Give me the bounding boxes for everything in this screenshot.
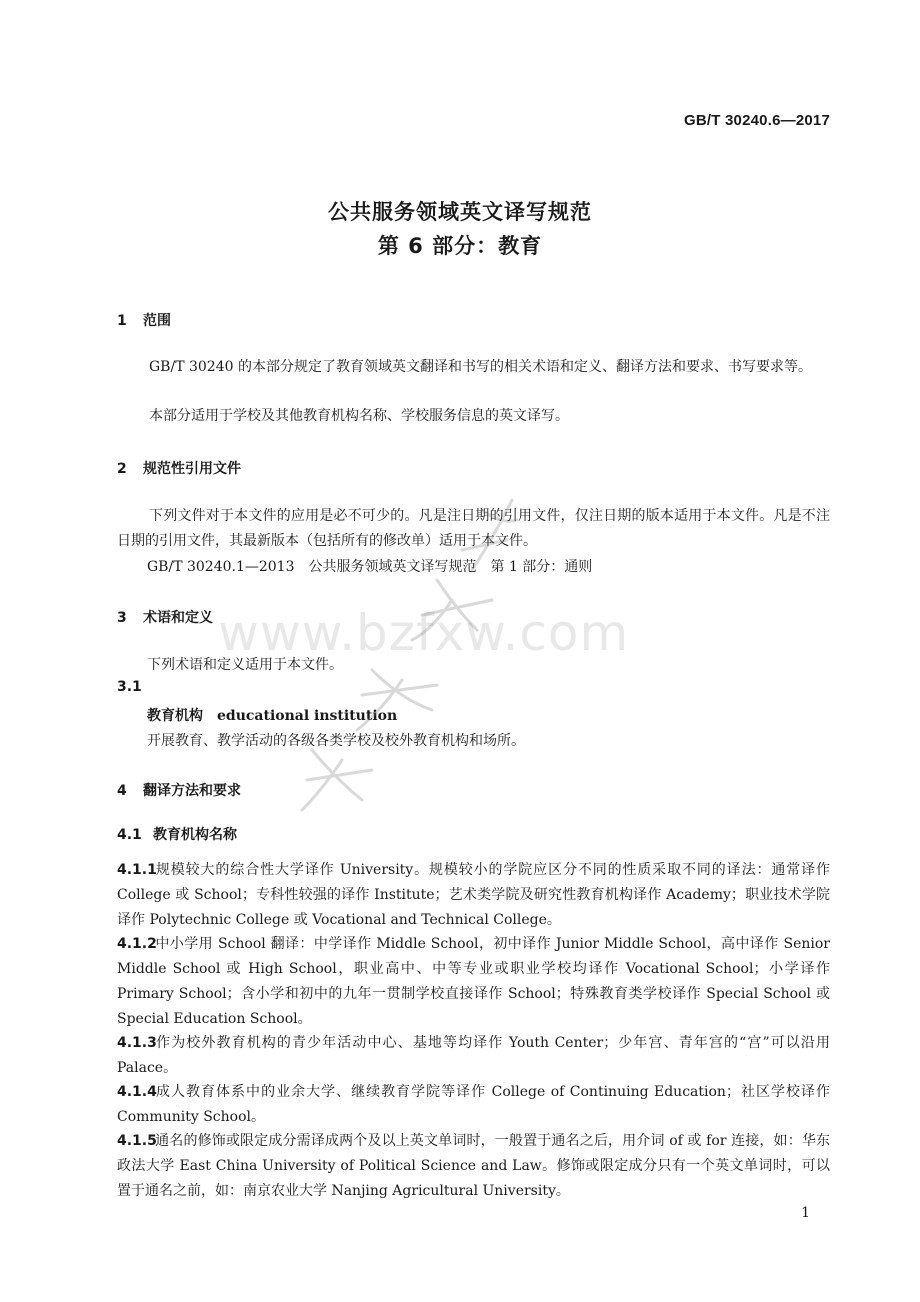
standard-code: GB/T 30240.6—2017 [684,112,830,129]
subsection-number: 4.1 [117,827,142,843]
clause-4-1-4 [117,1080,830,1130]
term-number: 3.1 [117,679,142,695]
section-number: 2 [117,461,127,477]
section-number: 1 [117,313,127,329]
section-3-heading [117,607,213,627]
clause-number: 4.1.4 [117,1084,157,1100]
section-1-paragraph-1: GB/T 30240 的本部分规定了教育领域英文翻译和书写的相关术语和定义、翻译方法和要求、书写要求等。 [149,359,812,375]
clause-4-1-1 [117,858,830,933]
clause-text: 成人教育体系中的业余大学、继续教育学院等译作 College of Continuing Education；社区学校译作 Community School。 [117,1084,830,1125]
section-title: 范围 [143,313,171,329]
term-english: educational institution [217,708,398,724]
clause-number: 4.1.3 [117,1035,157,1051]
section-2-paragraph-1: 下列文件对于本文件的应用是必不可少的。凡是注日期的引用文件，仅注日期的版本适用于本文件。凡是不注日期的引用文件，其最新版本（包括所有的修改单）适用于本文件。 [117,508,830,549]
clause-text: 规模较大的综合性大学译作 University。规模较小的学院应区分不同的性质采取不同的译法：通常译作 College 或 School；专科性较强的译作 Institute；艺术类学院及研究性教育机构译作 Academy；职业技术学院译作 Polytechnic College 或 Vocational and Technical College。 [117,862,830,928]
clause-4-1-2 [117,932,830,1032]
document-title: 公共服务领域英文译写规范 [328,200,592,224]
clause-text: 中小学用 School 翻译：中学译作 Middle School，初中译作 Junior Middle School，高中译作 Senior Middle School 或 High School，职业高中、中等专业或职业学校均译作 Vocational School；小学译作 Primary School；含小学和初中的九年一贯制学校直接译作 School；特殊教育类学校译作 Special School 或 Special Education School。 [117,936,830,1027]
clause-number: 4.1.1 [117,862,157,878]
subsection-title: 教育机构名称 [153,827,237,843]
subsection-4-1-heading [117,824,237,844]
section-number: 4 [117,783,127,799]
clause-4-1-5 [117,1129,830,1204]
section-2-heading [117,458,241,478]
watermark-seal-icon [262,480,562,840]
section-4-heading [117,780,241,800]
term-chinese: 教育机构 [147,708,203,724]
normative-reference: GB/T 30240.1—2013 公共服务领域英文译写规范 第 1 部分：通则 [147,559,593,575]
page-number: 1 [801,1205,810,1221]
section-1-paragraph-2: 本部分适用于学校及其他教育机构名称、学校服务信息的英文译写。 [149,408,569,424]
watermark-url: www.bzfxw.com [218,604,630,662]
term-definition: 开展教育、教学活动的各级各类学校及校外教育机构和场所。 [147,733,525,749]
section-1-heading [117,310,171,330]
clause-text: 作为校外教育机构的青少年活动中心、基地等均译作 Youth Center；少年宫、青年宫的“宫”可以沿用 Palace。 [117,1035,830,1076]
section-number: 3 [117,610,127,626]
clause-number: 4.1.5 [117,1133,157,1149]
section-title: 术语和定义 [143,610,213,626]
document-subtitle: 第 6 部分：教育 [377,234,543,258]
clause-text: 通名的修饰或限定成分需译成两个及以上英文单词时，一般置于通名之后，用介词 of 或 for 连接，如：华东政法大学 East China University of Political Science and Law。修饰或限定成分只有一个英文单词时，可以置于通名之前，如：南京农业大学 Nanjing Agricultural University。 [117,1133,830,1199]
section-3-paragraph-1: 下列术语和定义适用于本文件。 [147,657,343,673]
clause-number: 4.1.2 [117,936,157,952]
section-title: 规范性引用文件 [143,461,241,477]
section-title: 翻译方法和要求 [143,783,241,799]
clause-4-1-3 [117,1031,830,1081]
